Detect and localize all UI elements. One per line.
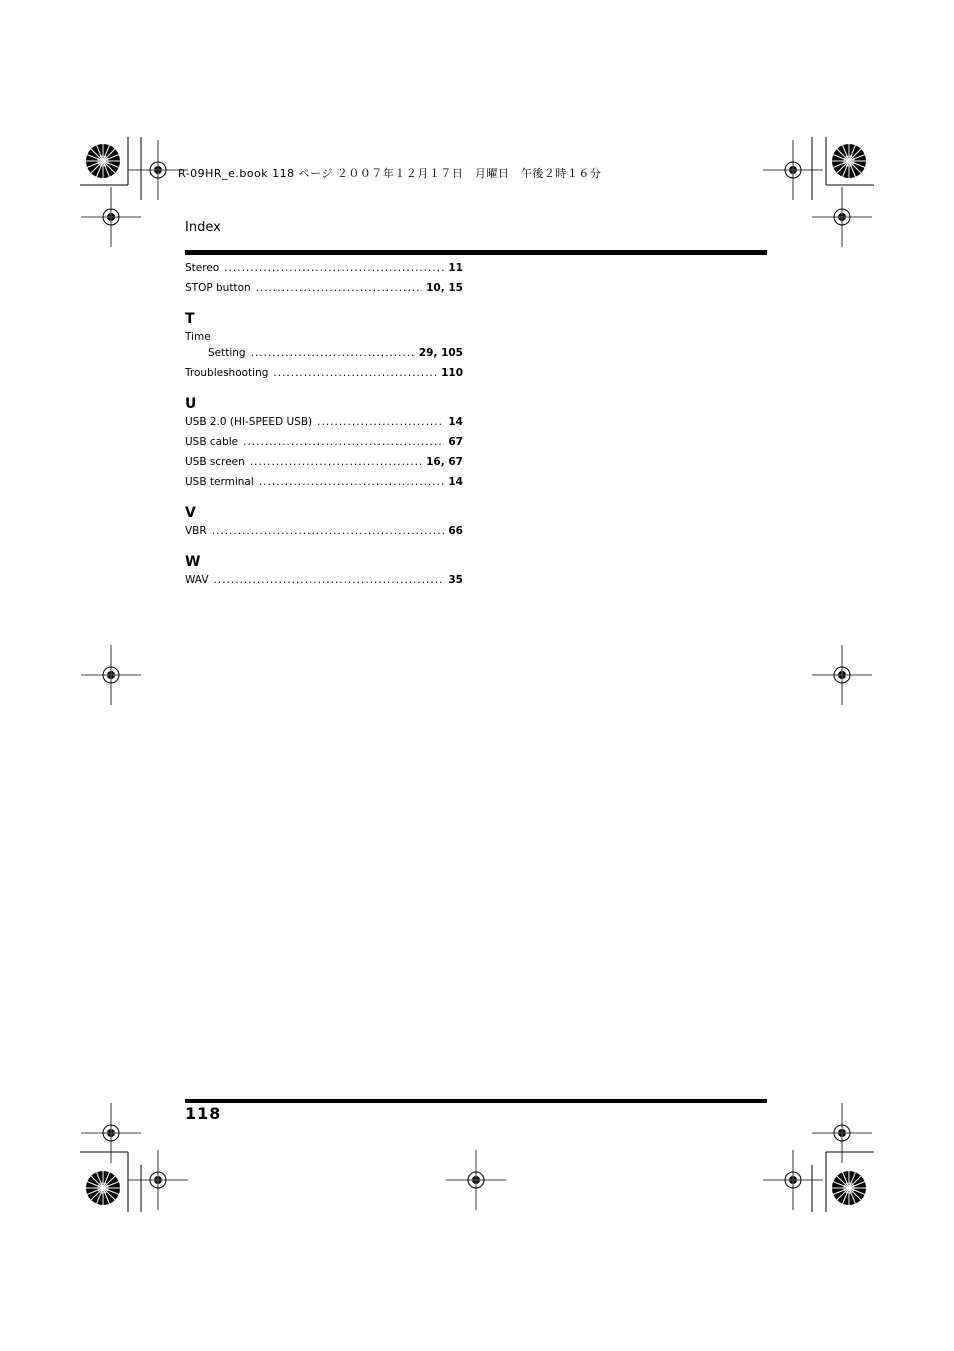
index-list <box>185 260 463 592</box>
index-letter-w: W <box>185 554 201 570</box>
dot-leader <box>273 365 437 381</box>
index-entry[interactable] <box>185 434 463 454</box>
index-pages: 10, 15 <box>426 282 463 294</box>
index-term: Troubleshooting <box>185 367 269 379</box>
index-entry[interactable] <box>185 454 463 474</box>
index-term-heading: Time <box>185 331 211 343</box>
page-number: 118 <box>185 1104 222 1123</box>
index-pages: 67 <box>448 436 463 448</box>
index-term: WAV <box>185 574 209 586</box>
index-pages: 14 <box>448 476 463 488</box>
section-title: Index <box>185 220 221 235</box>
index-term: USB cable <box>185 436 239 448</box>
dot-leader <box>214 572 445 588</box>
index-term: Setting <box>208 347 246 359</box>
index-term: VBR <box>185 525 207 537</box>
dot-leader <box>259 474 445 490</box>
index-subentry[interactable] <box>185 345 463 365</box>
index-entry[interactable] <box>185 260 463 280</box>
index-pages: 16, 67 <box>426 456 463 468</box>
index-term: USB screen <box>185 456 245 468</box>
index-term: USB 2.0 (HI-SPEED USB) <box>185 416 313 428</box>
index-term: Stereo <box>185 262 220 274</box>
index-term: STOP button <box>185 282 251 294</box>
dot-leader <box>256 280 422 296</box>
index-term: USB terminal <box>185 476 254 488</box>
dot-leader <box>243 434 444 450</box>
index-entry[interactable] <box>185 523 463 543</box>
index-letter-v: V <box>185 505 196 521</box>
index-entry[interactable] <box>185 572 463 592</box>
index-pages: 66 <box>448 525 463 537</box>
index-entry[interactable] <box>185 365 463 385</box>
dot-leader <box>212 523 445 539</box>
dot-leader <box>224 260 444 276</box>
index-pages: 110 <box>441 367 463 379</box>
index-pages: 11 <box>448 262 463 274</box>
index-entry[interactable] <box>185 280 463 300</box>
dot-leader <box>251 345 415 361</box>
index-letter-t: T <box>185 311 195 327</box>
index-entry[interactable] <box>185 474 463 494</box>
index-pages: 14 <box>448 416 463 428</box>
index-entry[interactable] <box>185 414 463 434</box>
footer-rule <box>185 1099 767 1103</box>
dot-leader <box>317 414 444 430</box>
index-pages: 35 <box>448 574 463 586</box>
dot-leader <box>250 454 422 470</box>
file-info-header: R-09HR_e.book 118 ページ ２００７年１２月１７日 月曜日 午後２時１６分 <box>178 167 602 180</box>
header-rule <box>185 250 767 255</box>
index-pages: 29, 105 <box>418 347 463 359</box>
index-letter-u: U <box>185 396 197 412</box>
